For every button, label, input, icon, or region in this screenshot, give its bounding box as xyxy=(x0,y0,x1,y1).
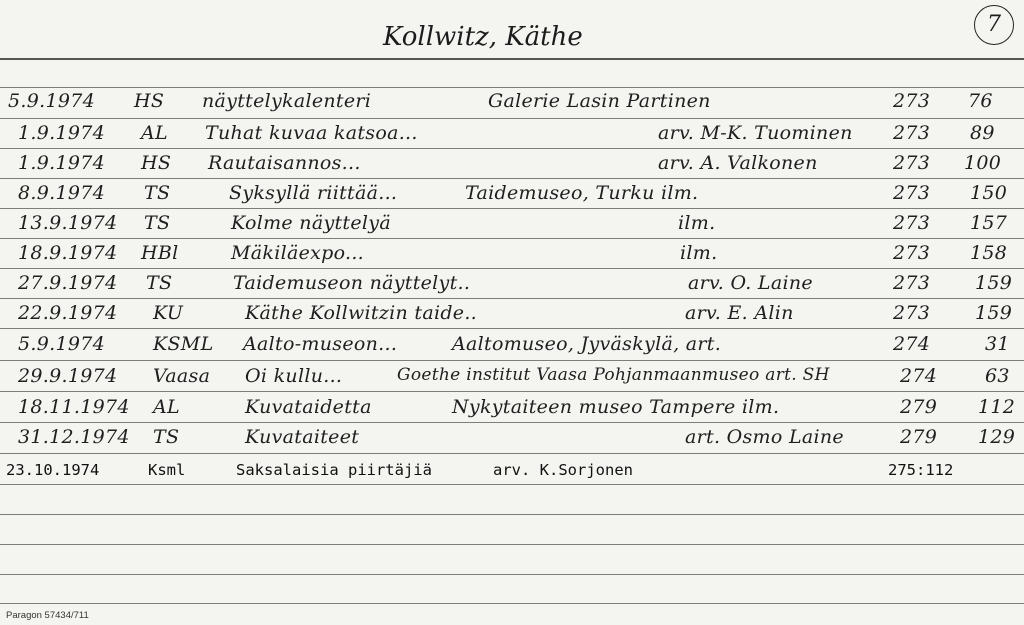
entry-note: Taidemuseo, Turku ilm. xyxy=(465,182,699,204)
ruled-line xyxy=(0,514,1024,515)
entry-title: Käthe Kollwitzin taide.. xyxy=(245,302,478,324)
entry-note: Aaltomuseo, Jyväskylä, art. xyxy=(452,333,722,355)
entry-paper: KU xyxy=(153,302,184,324)
entry-date: 18.9.1974 xyxy=(18,242,118,264)
ruled-line xyxy=(0,603,1024,604)
entry-date: 31.12.1974 xyxy=(18,426,130,448)
entry-date: 1.9.1974 xyxy=(18,122,106,144)
entry-date: 8.9.1974 xyxy=(18,182,106,204)
card-footer: Paragon 57434/711 xyxy=(6,610,89,621)
entry-paper: TS xyxy=(153,426,180,448)
entry-issue: 279 xyxy=(900,396,938,418)
entry-issue: 274 xyxy=(900,365,938,387)
entry-page: 31 xyxy=(985,333,1010,355)
card-title: Kollwitz, Käthe xyxy=(383,22,583,52)
entry-note: Galerie Lasin Partinen xyxy=(488,90,711,112)
entry-title: Oi kullu... xyxy=(245,365,343,387)
entry-page: 63 xyxy=(985,365,1010,387)
ruled-line xyxy=(0,268,1024,269)
entry-date: 5.9.1974 xyxy=(8,90,96,112)
entry-page: 159 xyxy=(975,302,1013,324)
entry-title: Mäkiläexpo... xyxy=(231,242,365,264)
entry-note: arv. O. Laine xyxy=(688,272,813,294)
entry-issue: 273 xyxy=(893,302,931,324)
entry-date: 29.9.1974 xyxy=(18,365,118,387)
entry-issue: 273 xyxy=(893,152,931,174)
typed-note: arv. K.Sorjonen xyxy=(493,461,633,479)
entry-note: Nykytaiteen museo Tampere ilm. xyxy=(452,396,780,418)
entry-paper: HBl xyxy=(141,242,179,264)
ruled-line xyxy=(0,328,1024,329)
entry-issue: 273 xyxy=(893,90,931,112)
entry-note: ilm. xyxy=(680,242,718,264)
entry-issue: 279 xyxy=(900,426,938,448)
entry-date: 18.11.1974 xyxy=(18,396,130,418)
ruled-line xyxy=(0,544,1024,545)
entry-note: arv. A. Valkonen xyxy=(658,152,818,174)
ruled-line xyxy=(0,453,1024,454)
typed-ref: 275:112 xyxy=(888,461,954,479)
entry-issue: 273 xyxy=(893,182,931,204)
typed-title: Saksalaisia piirtäjiä xyxy=(236,461,432,479)
entry-page: 112 xyxy=(978,396,1016,418)
ruled-line xyxy=(0,422,1024,423)
entry-paper: KSML xyxy=(153,333,214,355)
entry-date: 22.9.1974 xyxy=(18,302,118,324)
entry-date: 5.9.1974 xyxy=(18,333,106,355)
entry-paper: TS xyxy=(144,182,171,204)
entry-page: 158 xyxy=(970,242,1008,264)
entry-page: 150 xyxy=(970,182,1008,204)
entry-title: näyttelykalenteri xyxy=(202,90,372,112)
entry-issue: 273 xyxy=(893,122,931,144)
entry-issue: 273 xyxy=(893,212,931,234)
entry-title: Tuhat kuvaa katsoa... xyxy=(205,122,418,144)
entry-title: Rautaisannos... xyxy=(208,152,361,174)
entry-paper: HS xyxy=(141,152,172,174)
entry-date: 1.9.1974 xyxy=(18,152,106,174)
typed-date: 23.10.1974 xyxy=(6,461,100,479)
entry-title: Kuvataiteet xyxy=(245,426,360,448)
ruled-line xyxy=(0,87,1024,88)
ruled-line xyxy=(0,484,1024,485)
entry-title: Aalto-museon... xyxy=(243,333,398,355)
entry-title: Syksyllä riittää... xyxy=(229,182,398,204)
entry-paper: AL xyxy=(141,122,168,144)
entry-paper: HS xyxy=(134,90,165,112)
title-rule xyxy=(0,58,1024,60)
ruled-line xyxy=(0,574,1024,575)
entry-date: 13.9.1974 xyxy=(18,212,118,234)
entry-page: 159 xyxy=(975,272,1013,294)
entry-note: arv. E. Alin xyxy=(685,302,794,324)
typed-paper: Ksml xyxy=(148,461,186,479)
entry-note: Goethe institut Vaasa Pohjanmaanmuseo art. SH xyxy=(397,365,830,385)
entry-page: 89 xyxy=(970,122,995,144)
ruled-line xyxy=(0,178,1024,179)
entry-issue: 273 xyxy=(893,242,931,264)
ruled-line xyxy=(0,238,1024,239)
entry-note: art. Osmo Laine xyxy=(685,426,844,448)
entry-page: 76 xyxy=(968,90,993,112)
ruled-line xyxy=(0,360,1024,361)
entry-paper: TS xyxy=(146,272,173,294)
entry-issue: 274 xyxy=(893,333,931,355)
ruled-line xyxy=(0,208,1024,209)
entry-paper: Vaasa xyxy=(153,365,211,387)
entry-title: Taidemuseon näyttelyt.. xyxy=(233,272,471,294)
entry-issue: 273 xyxy=(893,272,931,294)
card-number: 7 xyxy=(974,5,1014,45)
entry-note: ilm. xyxy=(678,212,716,234)
entry-note: arv. M-K. Tuominen xyxy=(658,122,853,144)
ruled-line xyxy=(0,391,1024,392)
entry-title: Kolme näyttelyä xyxy=(231,212,391,234)
ruled-line xyxy=(0,118,1024,119)
entry-title: Kuvataidetta xyxy=(245,396,372,418)
entry-page: 100 xyxy=(964,152,1002,174)
ruled-line xyxy=(0,148,1024,149)
entry-page: 129 xyxy=(978,426,1016,448)
entry-page: 157 xyxy=(970,212,1008,234)
ruled-line xyxy=(0,298,1024,299)
entry-paper: AL xyxy=(153,396,180,418)
entry-date: 27.9.1974 xyxy=(18,272,118,294)
entry-paper: TS xyxy=(144,212,171,234)
